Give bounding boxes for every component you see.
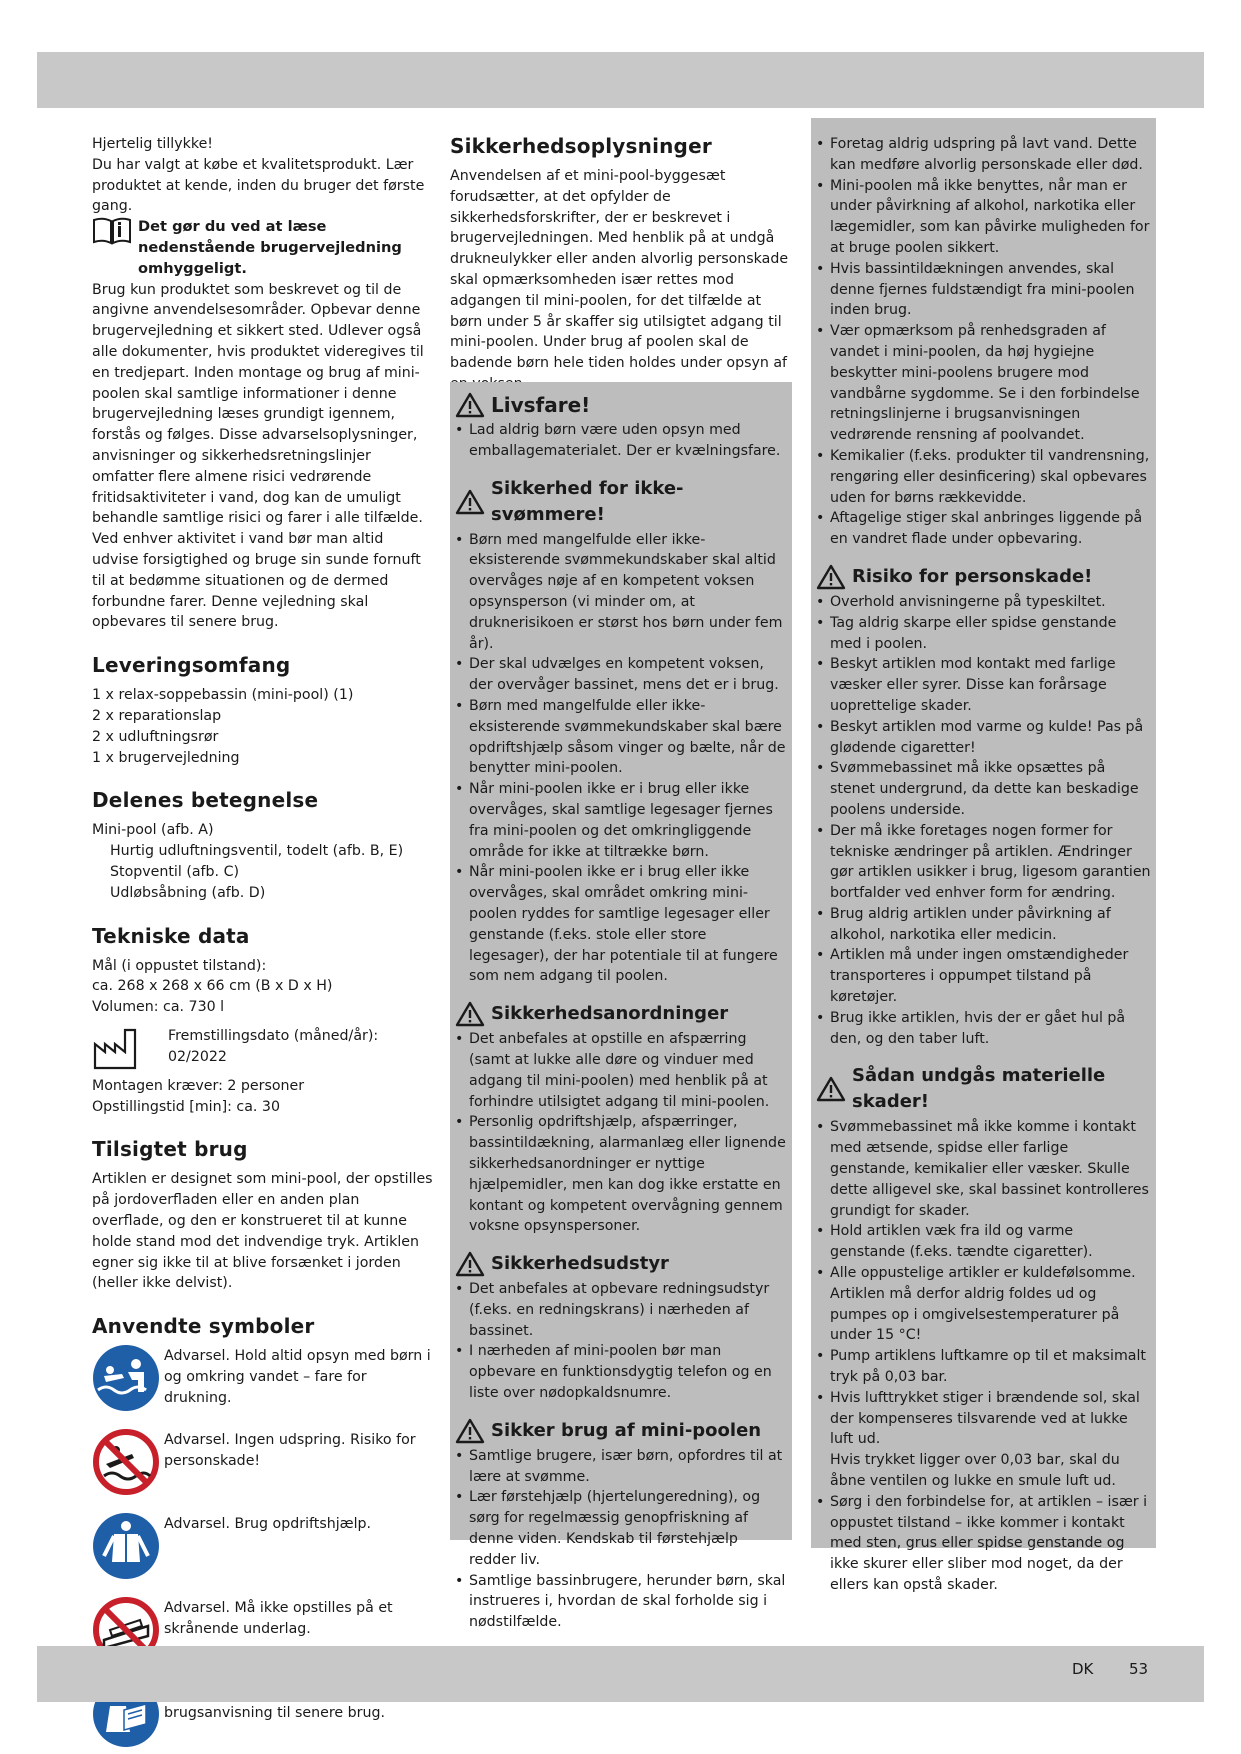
warning-icon: [816, 564, 846, 590]
anordninger-heading: Sikkerhedsanordninger: [455, 1001, 789, 1027]
delenes-heading: Delenes betegnelse: [92, 788, 319, 813]
part-item: Hurtig udluftningsventil, todelt (afb. B, E): [110, 843, 404, 860]
list-item: • Personlig opdriftshjælp, afspærringer, bassintildækning, alarmanlæg eller lignende sikkerhedsanordninger er nyttige hjælpemidler, men kan dog ikke erstatte en kontant og kompetent overvågning gennem voksne opsynspersoner.: [455, 1112, 789, 1237]
column-1: [92, 134, 434, 1754]
sikkerhed-intro: Anvendelsen af et mini-pool-byggesæt forudsætter, at det opfylder de sikkerhedsforskrifter, der er beskrevet i brugervejledningen. Med henblik på at undgå drukneulykker eller anden alvorlig personskade skal opmærksomheden især rettes mod adgangen til mini-poolen, for det tilfælde at børn under 5 år skaffer sig utilsigtet adgang til mini-poolen. Under brug af poolen skal de badende børn hele tiden holdes under opsyn af: [450, 168, 789, 372]
read-notice: Det gør du ved at læse nedenstående brugervejledning omhyggeligt.: [92, 217, 434, 279]
list-item: • Hvis lufttrykket stiger i brændende sol, skal der kompenseres tilsvarende ved at lukke luft ud. Hvis trykket ligger over 0,03 bar, skal du åbne ventilen og lukke en smule luft ud.: [816, 1388, 1152, 1492]
child-supervision-icon: [92, 1344, 160, 1412]
list-item: • Samtlige brugere, især børn, opfordres til at lære at svømme.: [455, 1446, 789, 1488]
column-2-box: [455, 392, 789, 1633]
list-item: • Artiklen må under ingen omstændigheder transporteres i oppumpet tilstand på køretøjer.: [816, 945, 1152, 1007]
no-diving-icon: [92, 1428, 160, 1496]
life-vest-icon: [92, 1512, 160, 1580]
list-item: • Tag aldrig skarpe eller spidse genstande med i poolen.: [816, 613, 1152, 655]
tech-line: Montagen kræver: 2 personer: [92, 1077, 305, 1094]
list-item: • Det anbefales at opstille en afspærring (samt at lukke alle døre og vinduer med adgang til mini-poolen) med henblik på at forhindre utilsigtet adgang til mini-poolen.: [455, 1029, 789, 1112]
part-item: Stopventil (afb. C): [110, 863, 240, 880]
tech-line: ca. 268 x 268 x 66 cm (B x D x H): [92, 978, 333, 995]
intro-body: Brug kun produktet som beskrevet og til de angivne anvendelsesområder. Opbevar denne brugervejledning et sikkert sted. Udlever også alle dokumenter, hvis produktet videregives til en tredjepart. Inden montage og brug af mini-poolen skal samtlige informationer i denne brugervejledning læses grundigt igennem, forstås og følges. Disse advarselsoplysninger, anvisninger og sikkerhedsretningslinjer omfatter flere almene risici vedrørende fritidsaktiviteter i vand, dog kan de umuligt behandle samtlige risici og farer i alle tilfælde. Ved enhver aktivitet i vand bør man altid udvise forsigtighed og bruge sin sunde fornuft til at bedømme situationen og de dermed forbundne farer. Denne vejledning skal opbevares til senere brug.: [92, 281, 424, 631]
intro-text: Du har valgt at købe et kvalitetsprodukt. Lær produktet at kende, inden du bruger det første gang.: [92, 156, 425, 215]
column-2-intro: [450, 132, 792, 395]
date-value: 02/2022: [168, 1048, 227, 1065]
list-item: • Brug ikke artiklen, hvis der er gået hul på den, og den taber luft.: [816, 1008, 1152, 1050]
list-item: 2 x reparationslap: [92, 707, 222, 724]
list-item: • Brug aldrig artiklen under påvirkning af alkohol, narkotika eller medicin.: [816, 904, 1152, 946]
list-item: • Hold artiklen væk fra ild og varme genstande (f.eks. tændte cigaretter).: [816, 1221, 1152, 1263]
warning-icon: [455, 1418, 485, 1444]
list-item: • Kemikalier (f.eks. produkter til vandrensning, rengøring eller desinficering) skal opbevares uden for børns rækkevidde.: [816, 446, 1152, 508]
list-item: • Samtlige bassinbrugere, herunder børn, skal instrueres i, hvordan de skal forholde sig i nødstilfælde.: [455, 1571, 789, 1633]
list-item: • I nærheden af mini-poolen bør man opbevare en funktionsdygtig telefon og en liste over nødopkaldsnumre.: [455, 1341, 789, 1403]
list-item: • Svømmebassinet må ikke opsættes på stenet undergrund, da dette kan beskadige poolens underside.: [816, 758, 1152, 820]
list-item: • Børn med mangelfulde eller ikke-eksisterende svømmekundskaber skal bære opdriftshjælp såsom vinger og bælte, når de benytter mini-poolen.: [455, 696, 789, 779]
page-number: 53: [1129, 1660, 1149, 1678]
warning-icon: [455, 1001, 485, 1027]
symbol-row: brugsanvisning til senere brug.: [92, 1682, 434, 1748]
list-item: • Når mini-poolen ikke er i brug eller ikke overvåges, skal samtlige legesager fjernes fra mini-poolen og det omkringliggende område for ikke at tiltrække børn.: [455, 779, 789, 862]
info-book-icon: [92, 215, 132, 245]
list-item: • Hvis bassintildækningen anvendes, skal denne fjernes fuldstændigt fra mini-poolen inden brug.: [816, 259, 1152, 321]
personskade-heading: Risiko for personskade!: [816, 564, 1152, 590]
list-item: • Alle oppustelige artikler er kuldefølsomme. Artiklen må derfor aldrig foldes ud og pumpes op i omgivelsestemperaturer på under 15 °C!: [816, 1263, 1152, 1346]
symbol-row: Advarsel. Hold altid opsyn med børn i og omkring vandet – fare for drukning.: [92, 1346, 434, 1412]
warning-icon: [455, 392, 485, 418]
list-item: • Når mini-poolen ikke er i brug eller ikke overvåges, skal området omkring mini-poolen ryddes for samtlige legesager eller genstande (f.eks. stole eller store legesager), der har potentiale til at fungere som nem adgang til poolen.: [455, 862, 789, 987]
list-item: • Mini-poolen må ikke benyttes, når man er under påvirkning af alkohol, narkotika eller lægemidler, som kan påvirke muligheden for at bruge poolen sikkert.: [816, 176, 1152, 259]
header-bar: [37, 52, 1204, 108]
pressure-note: Hvis trykket ligger over 0,03 bar, skal du åbne ventilen og lukke en smule luft ud.: [830, 1452, 1120, 1490]
tilsigtet-text: Artiklen er designet som mini-pool, der opstilles på jordoverfladen eller en anden plan overflade, og den er konstrueret til at kunne holde stand mod det indvendige tryk. Artiklen egner sig ikke til at blive forsænket i jorden (heller ikke delvist).: [92, 1171, 433, 1292]
ikke-svommere-heading: Sikkerhed for ikke-svømmere!: [455, 476, 789, 528]
symbol-row: Advarsel. Ingen udspring. Risiko for personskade!: [92, 1430, 434, 1496]
symboler-heading: Anvendte symboler: [92, 1314, 315, 1339]
list-item: • Lær førstehjælp (hjertelungeredning), og sørg for regelmæssig genopfriskning af denne viden. Kendskab til førstehjælp redder liv.: [455, 1487, 789, 1570]
tekniske-heading: Tekniske data: [92, 923, 250, 948]
list-item: • Lad aldrig børn være uden opsyn med emballagematerialet. Der er kvælningsfare.: [455, 420, 789, 462]
list-item: 1 x relax-soppebassin (mini-pool) (1): [92, 687, 354, 704]
symbol-row: Advarsel. Brug opdriftshjælp.: [92, 1514, 434, 1580]
footer-bar: [37, 1646, 1204, 1702]
list-item: • Beskyt artiklen mod kontakt med farlige væsker eller syrer. Disse kan forårsage uoprettelige skader.: [816, 654, 1152, 716]
tech-line: Mål (i oppustet tilstand):: [92, 957, 267, 974]
part-item: Udløbsåbning (afb. D): [110, 884, 266, 901]
column-3: [816, 134, 1152, 1596]
date-label: Fremstillingsdato (måned/år):: [168, 1027, 379, 1044]
list-item: • Foretag aldrig udspring på lavt vand. Dette kan medføre alvorlig personskade eller død.: [816, 134, 1152, 176]
list-item: • Sørg i den forbindelse for, at artiklen – især i oppustet tilstand – ikke kommer i kontakt med sten, grus eller spidse genstande og ikke skurer eller sliber mod noget, da der ellers kan opstå skader.: [816, 1492, 1152, 1596]
list-item: • Svømmebassinet må ikke komme i kontakt med ætsende, spidse eller farlige genstande, kemikalier eller væsker. Skulle dette alligevel ske, skal bassinet kontrolleres grundigt for skader.: [816, 1117, 1152, 1221]
list-item: • Vær opmærksom på renhedsgraden af vandet i mini-poolen, da høj hygiejne beskytter mini-poolens brugere mod vandbårne sygdomme. Se i den forbindelse retningslinjerne i brugsanvisningen vedrørende rensning af poolvandet.: [816, 321, 1152, 446]
udstyr-heading: Sikkerhedsudstyr: [455, 1251, 789, 1277]
list-item: • Der skal udvælges en kompetent voksen, der overvåger bassinet, mens det er i brug.: [455, 654, 789, 696]
materielle-heading: Sådan undgås materielle skader!: [816, 1063, 1152, 1115]
warning-icon: [455, 1251, 485, 1277]
tech-line: Volumen: ca. 730 l: [92, 999, 225, 1016]
sikker-brug-heading: Sikker brug af mini-poolen: [455, 1418, 789, 1444]
warning-icon: [455, 489, 485, 515]
list-item: • Børn med mangelfulde eller ikke-eksisterende svømmekundskaber skal altid overvåges nøje af en kompetent voksen opsynsperson (vi minder om, at druknerisikoen er størst hos børn under fem år).: [455, 530, 789, 655]
list-item: • Det anbefales at opbevare redningsudstyr (f.eks. en redningskrans) i nærheden af bassinet.: [455, 1279, 789, 1341]
list-item: 1 x brugervejledning: [92, 749, 240, 766]
list-item: • Der må ikke foretages nogen former for tekniske ændringer på artiklen. Ændringer gør artiklen usikker i brug, ligesom garantien bortfalder ved enhver form for ændring.: [816, 821, 1152, 904]
list-item: • Beskyt artiklen mod varme og kulde! Pas på glødende cigaretter!: [816, 717, 1152, 759]
list-item: • Overhold anvisningerne på typeskiltet.: [816, 592, 1152, 613]
tilsigtet-heading: Tilsigtet brug: [92, 1137, 248, 1162]
symbol-row: Advarsel. Må ikke opstilles på et skrånende underlag.: [92, 1598, 434, 1664]
part-main: Mini-pool (afb. A): [92, 822, 214, 839]
manufacture-date: [92, 1026, 434, 1070]
intro-greeting: Hjertelig tillykke!: [92, 136, 213, 152]
livsfare-heading: Livsfare!: [455, 392, 789, 418]
warning-icon: [816, 1076, 846, 1102]
list-item: • Aftagelige stiger skal anbringes liggende på en vandret flade under opbevaring.: [816, 508, 1152, 550]
list-item: 2 x udluftningsrør: [92, 728, 219, 745]
sikkerhed-heading: Sikkerhedsoplysninger: [450, 134, 712, 158]
list-item: • Pump artiklens luftkamre op til et maksimalt tryk på 0,03 bar.: [816, 1346, 1152, 1388]
footer-language: DK: [1072, 1660, 1094, 1678]
tech-line: Opstillingstid [min]: ca. 30: [92, 1098, 280, 1115]
leveringsomfang-heading: Leveringsomfang: [92, 653, 291, 678]
factory-icon: [92, 1026, 146, 1070]
